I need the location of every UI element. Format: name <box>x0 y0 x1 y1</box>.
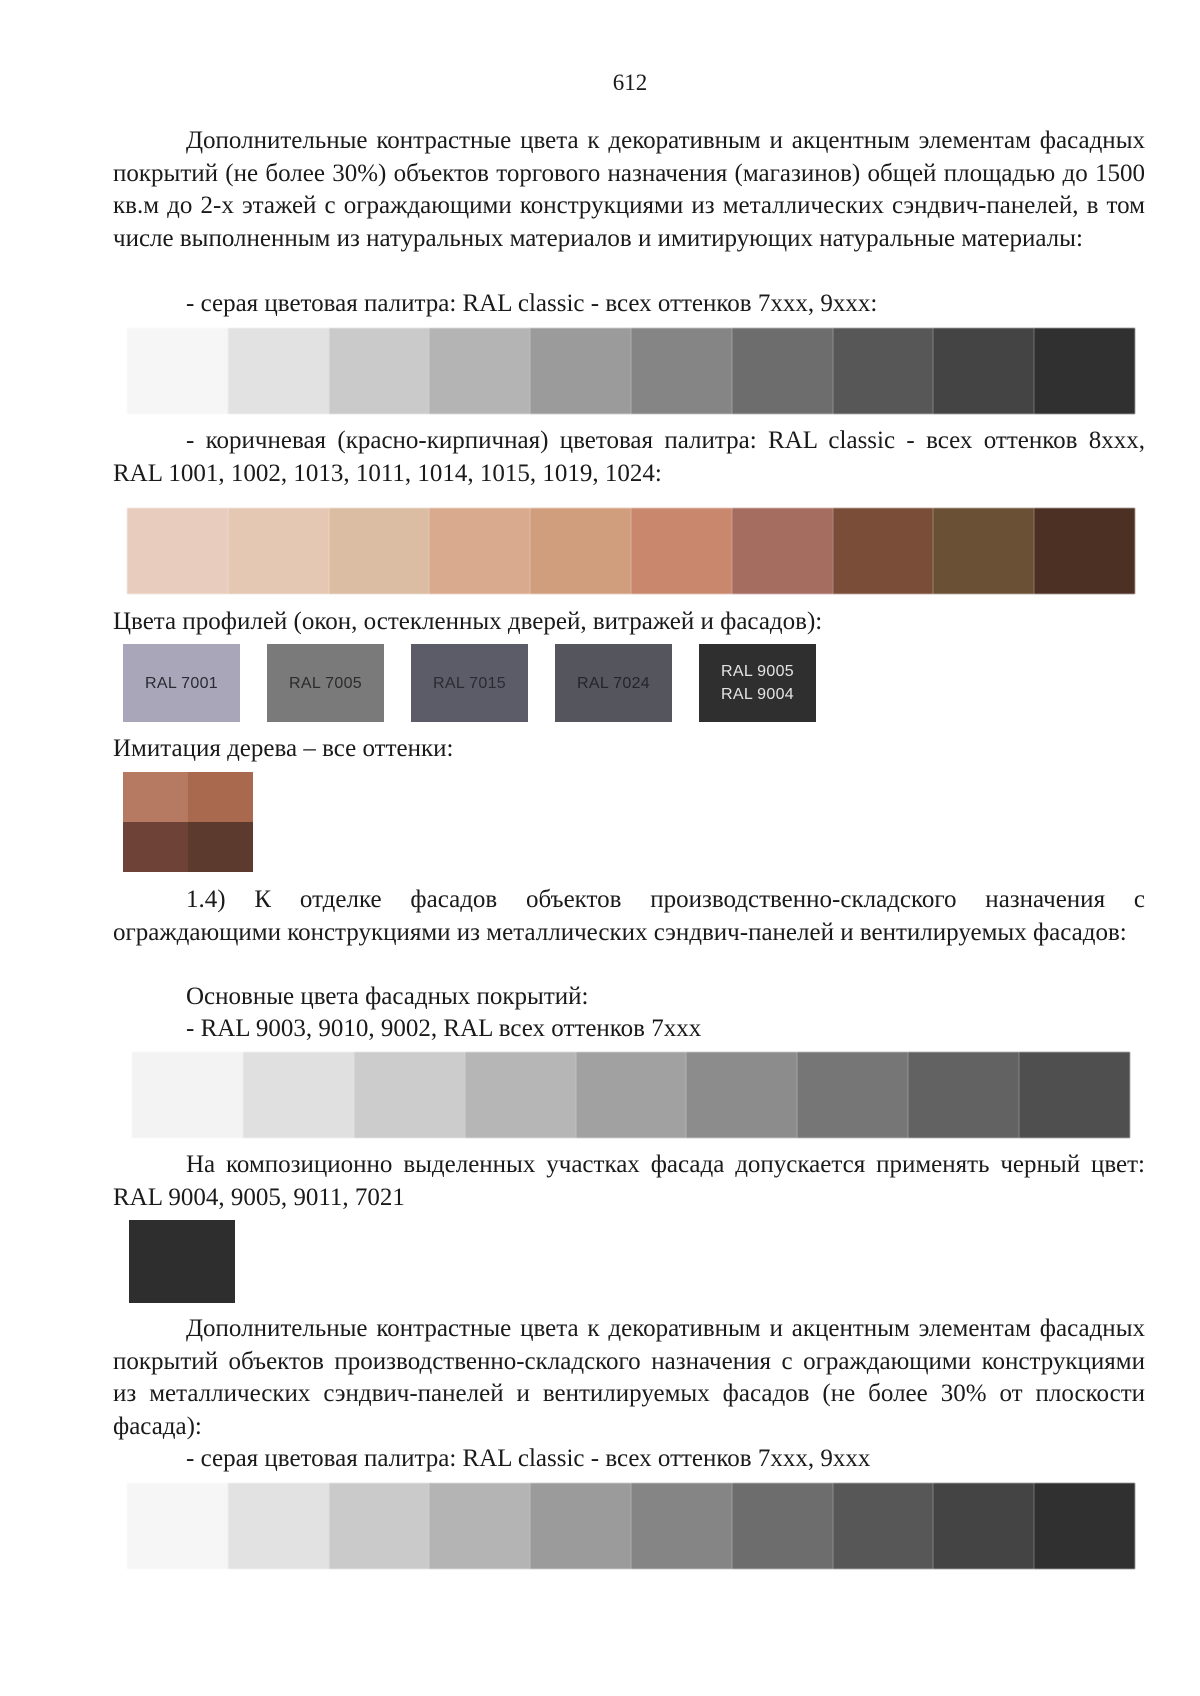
section3-grey-palette-line: - серая цветовая палитра: RAL classic - всех оттенков 7ххх, 9ххх <box>186 1445 871 1472</box>
color-swatch <box>933 328 1034 414</box>
section2-grey-palette-strip <box>132 1052 1130 1138</box>
color-swatch <box>576 1052 687 1138</box>
section1-brown-palette-strip <box>127 508 1135 594</box>
profile-chip <box>411 644 528 722</box>
wood-heading: Имитация дерева – все оттенки: <box>113 735 454 762</box>
color-swatch <box>429 328 530 414</box>
color-swatch <box>933 1483 1034 1569</box>
color-swatch <box>429 508 530 594</box>
color-swatch <box>1019 1052 1130 1138</box>
color-swatch <box>329 328 430 414</box>
section3-paragraph: Дополнительные контрастные цвета к декоративным и акцентным элементам фасадных покрытий объектов производственно-складского назначения с ограждающими конструкциями из металлических сэндвич-панелей и вентилируемых фасадов (не более 30% от плоскости фасада): <box>113 1315 1145 1440</box>
wood-tile <box>123 822 188 872</box>
profile-chip-label: RAL 9005 <box>721 663 794 680</box>
page-number: 612 <box>612 70 648 95</box>
color-swatch <box>429 1483 530 1569</box>
section1-grey-palette-strip <box>127 328 1135 414</box>
profile-chip <box>123 644 240 722</box>
section1-grey-palette-line: - серая цветовая палитра: RAL classic - всех оттенков 7ххх, 9ххх: <box>186 290 878 317</box>
color-swatch <box>530 508 631 594</box>
wood-imitation-swatch <box>123 772 253 872</box>
color-swatch <box>228 508 329 594</box>
color-swatch <box>1034 328 1135 414</box>
color-swatch <box>833 1483 934 1569</box>
section2-paragraph: 1.4) К отделке фасадов объектов производственно-складского назначения с ограждающими конструкциями из металлических сэндвич-панелей и вентилируемых фасадов: <box>113 886 1145 946</box>
color-swatch <box>243 1052 354 1138</box>
profile-chip-label: RAL 7015 <box>433 674 506 692</box>
profile-chip <box>699 644 816 722</box>
color-swatch <box>1034 508 1135 594</box>
color-swatch <box>933 508 1034 594</box>
color-swatch <box>228 328 329 414</box>
section1-brown-palette-line: - коричневая (красно-кирпичная) цветовая палитра: RAL classic - всех оттенков 8ххх, RAL 1001, 1002, 1013, 1011, 1014, 1015, 1019, 1024: <box>113 427 1145 487</box>
color-swatch <box>132 1052 243 1138</box>
color-swatch <box>797 1052 908 1138</box>
profiles-heading: Цвета профилей (окон, остекленных дверей, витражей и фасадов): <box>113 608 823 635</box>
color-swatch <box>732 328 833 414</box>
profile-chip-label: RAL 7001 <box>145 674 218 692</box>
section2-ral-line: - RAL 9003, 9010, 9002, RAL всех оттенков 7ххх <box>186 1015 702 1042</box>
profile-chip <box>555 644 672 722</box>
section2-black-paragraph: На композиционно выделенных участках фасада допускается применять черный цвет: RAL 9004, 9005, 9011, 7021 <box>113 1151 1145 1211</box>
section2-main-colors-line: Основные цвета фасадных покрытий: <box>186 983 589 1010</box>
color-swatch <box>329 508 430 594</box>
color-swatch <box>465 1052 576 1138</box>
color-swatch <box>631 328 732 414</box>
wood-tile <box>188 822 253 872</box>
color-swatch <box>732 508 833 594</box>
color-swatch <box>908 1052 1019 1138</box>
profile-chip <box>267 644 384 722</box>
profile-chip-label: RAL 7024 <box>577 674 650 692</box>
section1-paragraph: Дополнительные контрастные цвета к декоративным и акцентным элементам фасадных покрытий (не более 30%) объектов торгового назначения (магазинов) общей площадью до 1500 кв.м до 2-х этажей с ограждающими конструкциями из металлических сэндвич-панелей, в том числе выполненным из натуральных материалов и имитирующих натуральные материалы: <box>113 127 1145 252</box>
color-swatch <box>127 328 228 414</box>
color-swatch <box>354 1052 465 1138</box>
color-swatch <box>329 1483 430 1569</box>
color-swatch <box>686 1052 797 1138</box>
color-swatch <box>127 508 228 594</box>
profile-chip-label: RAL 7005 <box>289 674 362 692</box>
color-swatch <box>1034 1483 1135 1569</box>
section3-grey-palette-strip <box>127 1483 1135 1569</box>
color-swatch <box>228 1483 329 1569</box>
color-swatch <box>631 508 732 594</box>
color-swatch <box>530 328 631 414</box>
color-swatch <box>833 328 934 414</box>
color-swatch <box>631 1483 732 1569</box>
black-color-swatch <box>129 1220 235 1303</box>
color-swatch <box>732 1483 833 1569</box>
color-swatch <box>127 1483 228 1569</box>
color-swatch <box>833 508 934 594</box>
color-swatch <box>530 1483 631 1569</box>
wood-tile <box>123 772 188 822</box>
profile-chip-label: RAL 9004 <box>721 686 794 703</box>
wood-tile <box>188 772 253 822</box>
